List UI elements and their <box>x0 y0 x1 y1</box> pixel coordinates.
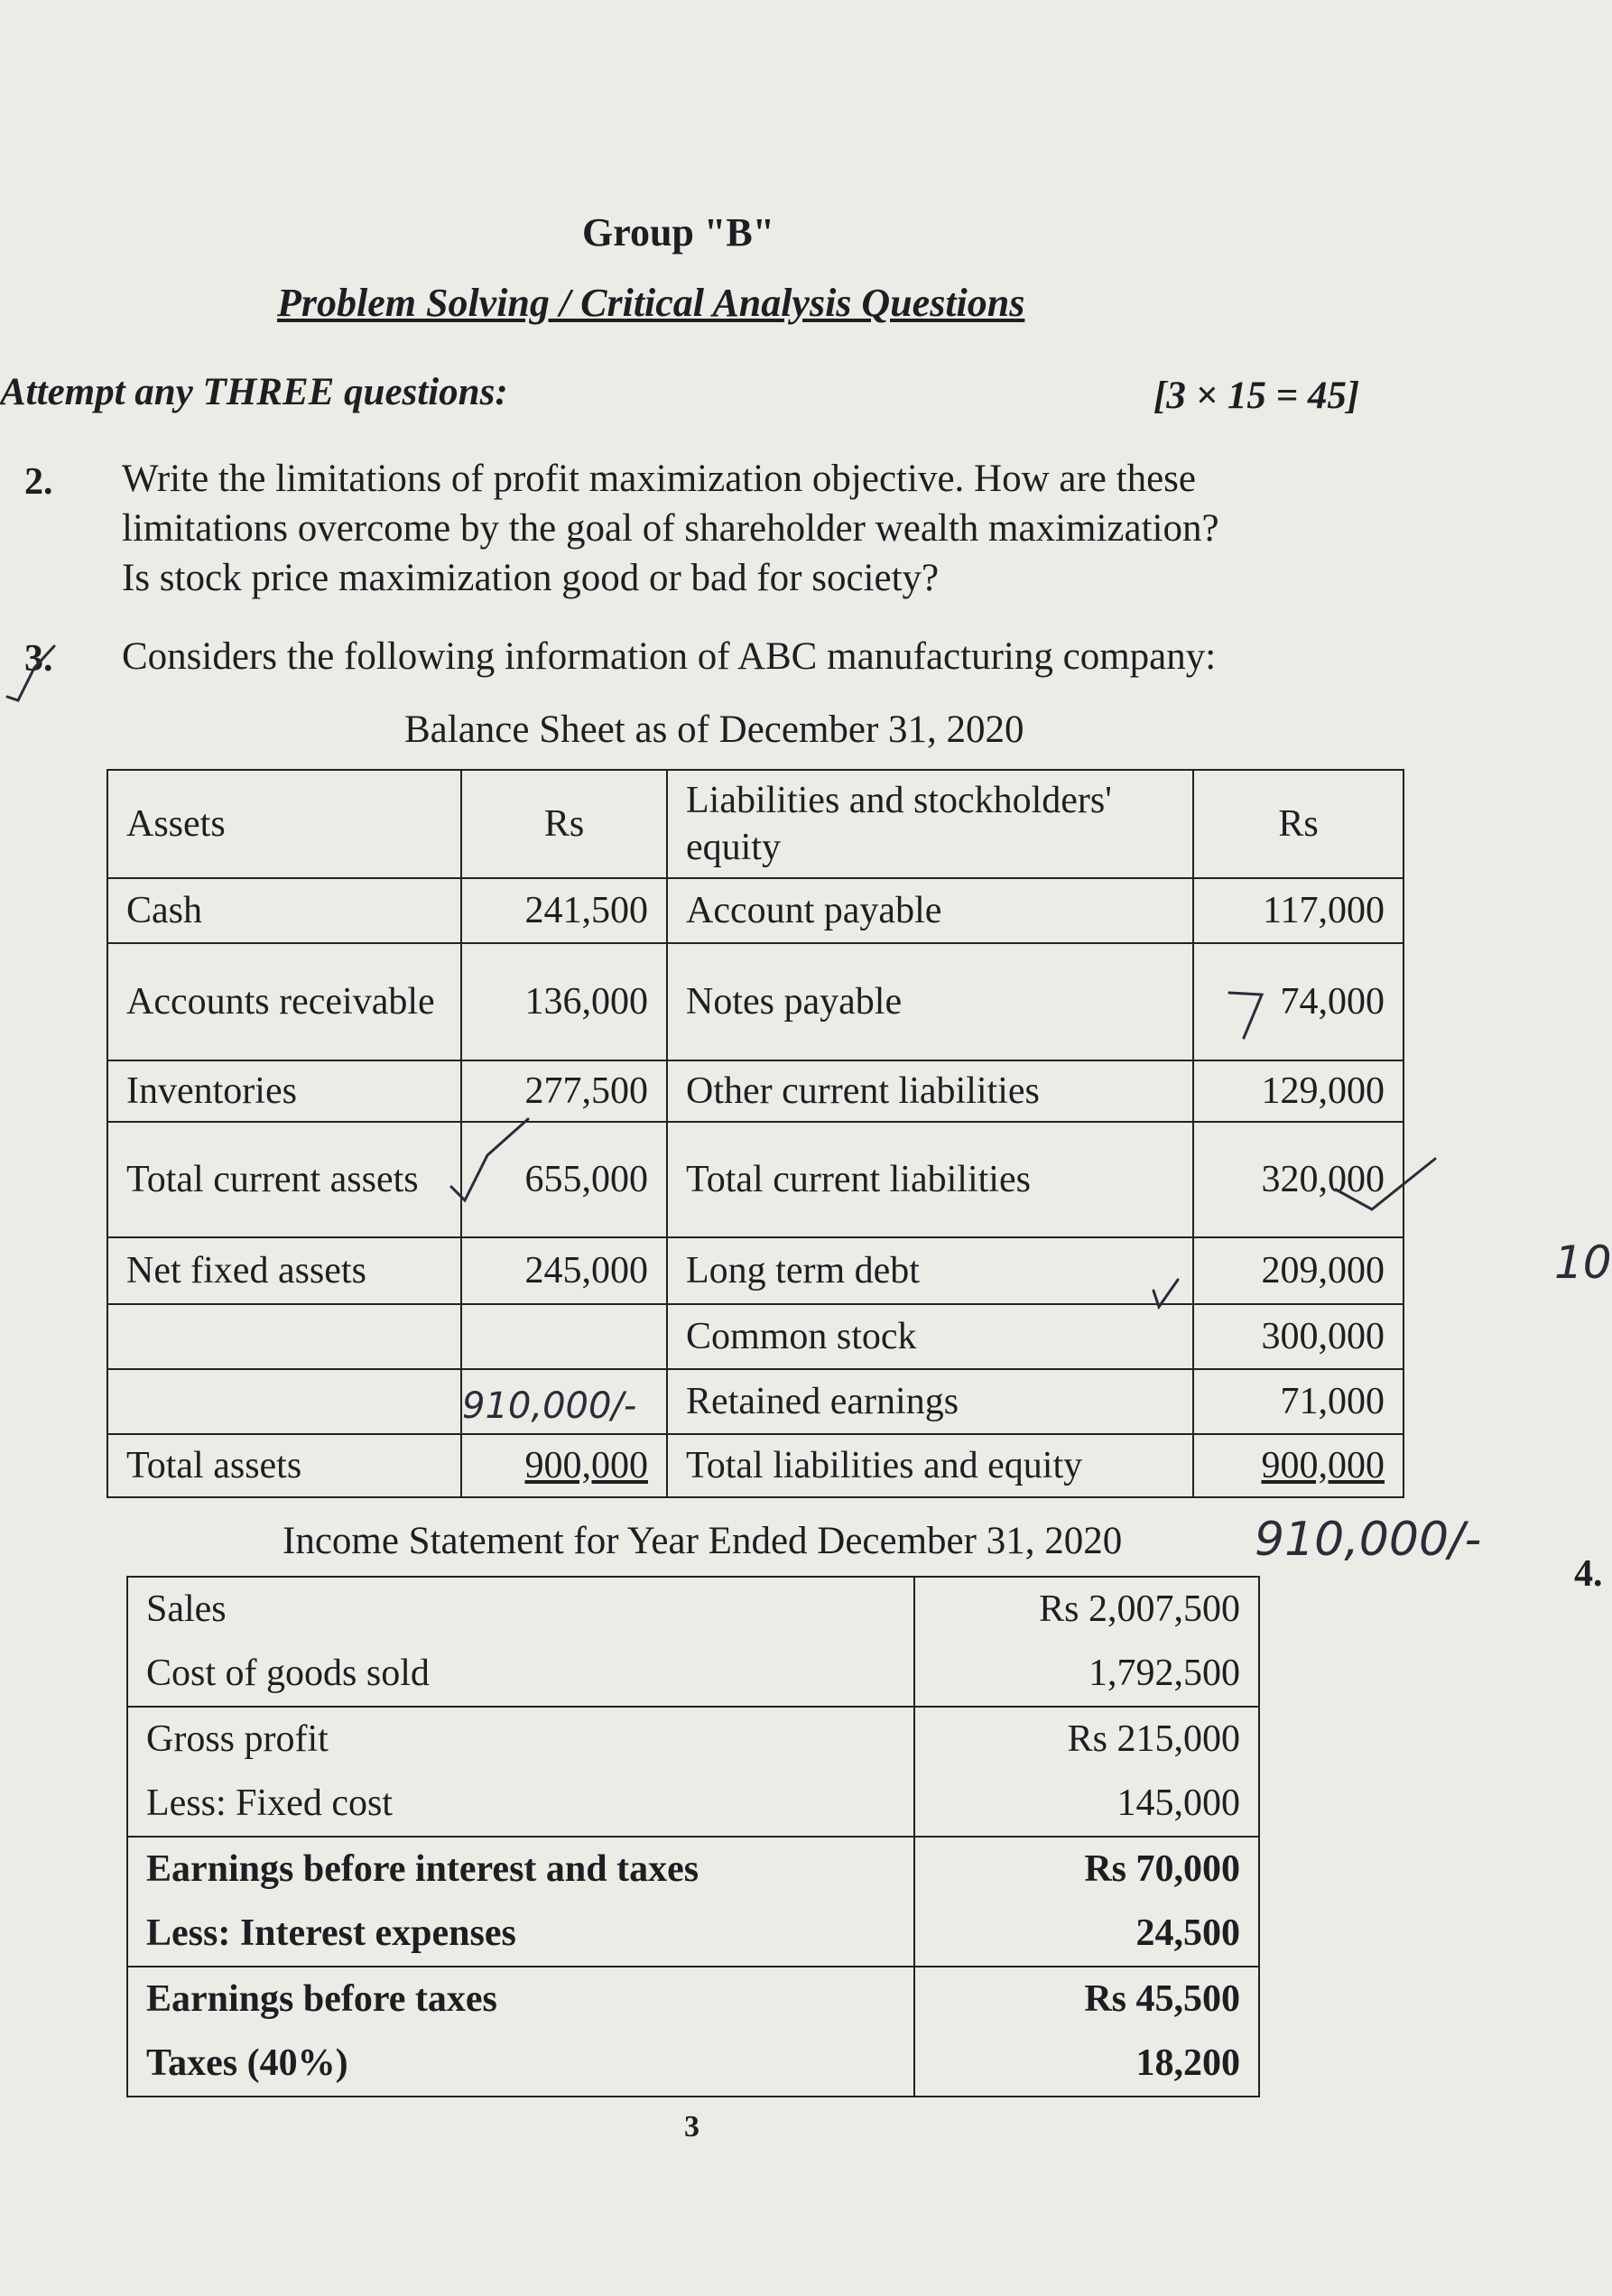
cell-liability-value: 117,000 <box>1193 878 1404 943</box>
question-2-line-2: limitations overcome by the goal of shareholder wealth maximization? <box>122 507 1219 550</box>
marks-allocation: [3 × 15 = 45] <box>1153 375 1360 417</box>
section-title: Problem Solving / Critical Analysis Questions <box>277 281 1025 325</box>
is-value: 24,500 <box>914 1902 1259 1967</box>
cell-asset: Cash <box>107 878 461 943</box>
cell-liability-value: 71,000 <box>1193 1369 1404 1434</box>
cell-liability: Notes payable <box>667 943 1193 1060</box>
instruction: Attempt any THREE questions: <box>0 371 508 413</box>
is-value: Rs 70,000 <box>914 1837 1259 1902</box>
margin-question-4-number: 4. <box>1574 1553 1603 1595</box>
page-number: 3 <box>684 2110 699 2143</box>
handwritten-total-2: 910,000/- <box>1255 1513 1482 1567</box>
header-rs: Rs <box>461 770 667 878</box>
handwritten-margin-number: 10 <box>1554 1236 1612 1289</box>
cell-asset-value: 277,500 <box>461 1060 667 1122</box>
cell-liability: Long term debt <box>667 1237 1193 1304</box>
cell-liability: Common stock <box>667 1304 1193 1369</box>
cell-liability: Account payable <box>667 878 1193 943</box>
cell-liability: Total liabilities and equity <box>667 1434 1193 1497</box>
cell-asset-value: 245,000 <box>461 1237 667 1304</box>
header-liabilities: Liabilities and stockholders' equity <box>667 770 1193 878</box>
balance-sheet-title: Balance Sheet as of December 31, 2020 <box>404 708 1024 751</box>
cell-asset-value: 241,500 <box>461 878 667 943</box>
cell-asset-value: 655,000 <box>461 1122 667 1237</box>
header-rs: Rs <box>1193 770 1404 878</box>
is-label: Earnings before interest and taxes <box>127 1837 914 1902</box>
is-value: Rs 215,000 <box>914 1707 1259 1772</box>
cell-asset: Total current assets <box>107 1122 461 1237</box>
is-value: 145,000 <box>914 1772 1259 1837</box>
question-2-line-3: Is stock price maximization good or bad for society? <box>122 557 940 599</box>
cell-liability: Retained earnings <box>667 1369 1193 1434</box>
is-value: Rs 45,500 <box>914 1967 1259 2032</box>
overwrite-mark-icon <box>1229 993 1262 1038</box>
check-mark-icon <box>1153 1280 1178 1307</box>
is-label: Sales <box>127 1577 914 1642</box>
cell-asset: Accounts receivable <box>107 943 461 1060</box>
cell-asset: Inventories <box>107 1060 461 1122</box>
question-3-number: 3. <box>24 638 53 680</box>
income-statement-title: Income Statement for Year Ended December 31, 2020 <box>283 1520 1123 1562</box>
cell-asset: Total assets <box>107 1434 461 1497</box>
check-mark-icon <box>7 646 54 700</box>
question-3-text: Considers the following information of ABC manufacturing company: <box>122 635 1217 678</box>
is-value: 18,200 <box>914 2032 1259 2097</box>
is-label: Cost of goods sold <box>127 1642 914 1707</box>
cell-liability: Other current liabilities <box>667 1060 1193 1122</box>
header-assets: Assets <box>107 770 461 878</box>
is-label: Taxes (40%) <box>127 2032 914 2097</box>
cell-asset-value: 136,000 <box>461 943 667 1060</box>
cell-liability-value: 209,000 <box>1193 1237 1404 1304</box>
question-2-number: 2. <box>24 461 53 503</box>
cell-liability-value: 74,000 <box>1193 943 1404 1060</box>
is-value: 1,792,500 <box>914 1642 1259 1707</box>
cell-liability: Total current liabilities <box>667 1122 1193 1237</box>
group-title: Group "B" <box>582 210 775 255</box>
is-label: Gross profit <box>127 1707 914 1772</box>
is-value: Rs 2,007,500 <box>914 1577 1259 1642</box>
cell-asset-value: 900,000 <box>461 1434 667 1497</box>
check-mark-icon <box>1336 1159 1435 1209</box>
cell-liability-value: 320,000 <box>1193 1122 1404 1237</box>
check-mark-icon <box>451 1119 528 1200</box>
cell-liability-value: 300,000 <box>1193 1304 1404 1369</box>
is-label: Less: Fixed cost <box>127 1772 914 1837</box>
question-2-line-1: Write the limitations of profit maximization objective. How are these <box>122 458 1196 500</box>
is-label: Less: Interest expenses <box>127 1902 914 1967</box>
cell-asset: Net fixed assets <box>107 1237 461 1304</box>
handwritten-total-1: 910,000/- <box>462 1385 637 1427</box>
is-label: Earnings before taxes <box>127 1967 914 2032</box>
cell-liability-value: 129,000 <box>1193 1060 1404 1122</box>
cell-liability-value: 900,000 <box>1193 1434 1404 1497</box>
